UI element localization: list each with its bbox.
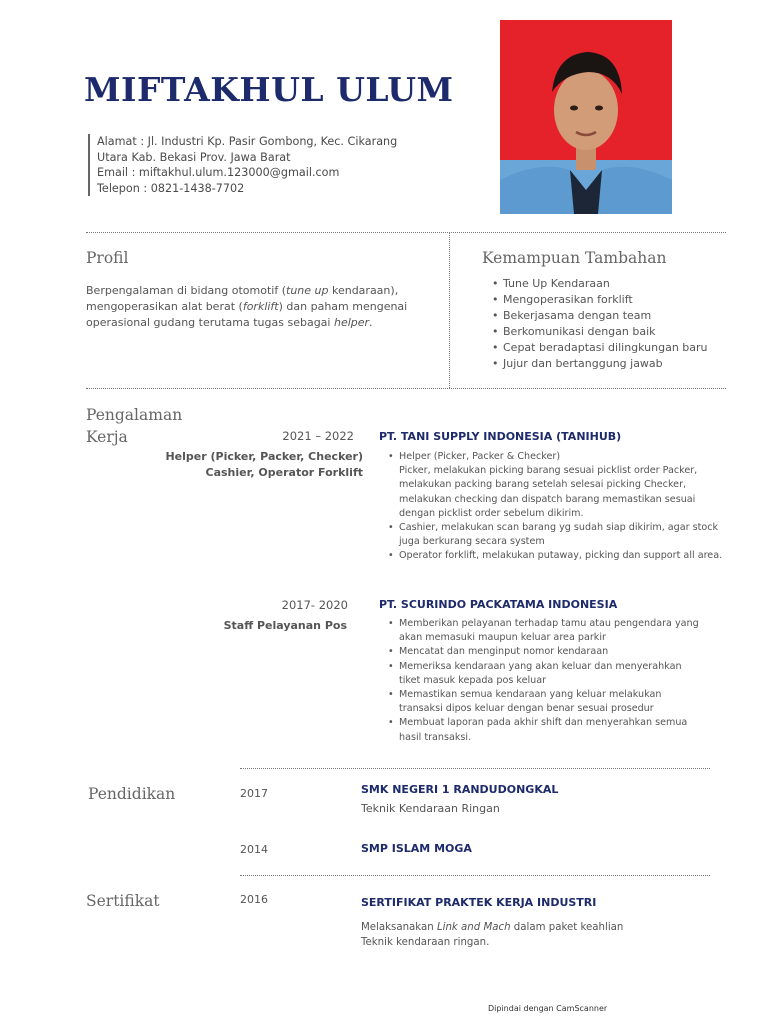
divider-profile xyxy=(86,388,726,389)
skill-item: • Berkomunikasi dengan baik xyxy=(489,324,759,340)
cert-description: Melaksanakan Link and Mach dalam paket keahlian Teknik kendaraan ringan. xyxy=(361,922,624,948)
contact-email: Email : miftakhul.ulum.123000@gmail.com xyxy=(97,166,340,179)
profile-photo xyxy=(500,20,672,214)
cert-title: SERTIFIKAT PRAKTEK KERJA INDUSTRI xyxy=(361,896,597,909)
duty-item: • Cashier, melakukan scan barang yg sudah siap dikirim, agar stock juga berkurang secara system xyxy=(385,521,725,549)
duty-item: • Operator forklift, melakukan putaway, picking dan support all area. xyxy=(385,549,725,563)
divider-education xyxy=(240,875,710,876)
job-role: Staff Pelayanan Pos xyxy=(223,619,347,632)
job-company: PT. TANI SUPPLY INDONESIA (TANIHUB) xyxy=(379,430,622,443)
pendidikan-heading: Pendidikan xyxy=(88,785,176,803)
skills-list xyxy=(489,276,759,372)
edu-major: Teknik Kendaraan Ringan xyxy=(361,802,500,815)
job-duties xyxy=(385,617,705,745)
scanner-watermark: Dipindai dengan CamScanner xyxy=(488,1004,608,1013)
duty-detail: Picker, melakukan picking barang sesuai picklist order Packer, melakukan packing barang setelah selesai picking Checker, melakukan checking dan dispatch barang memastikan sesuai dengan picklist order sebelum dikirim. xyxy=(399,465,698,519)
skill-item: • Mengoperasikan forklift xyxy=(489,292,759,308)
skill-item: • Bekerjasama dengan team xyxy=(489,308,759,324)
profil-text: Berpengalaman di bidang otomotif (tune up kendaraan), mengoperasikan alat berat (forklift) dan paham mengenai operasional gudang terutama tugas sebagai helper. xyxy=(86,284,408,329)
contact-address: Alamat : Jl. Industri Kp. Pasir Gombong, Kec. Cikarang xyxy=(97,135,398,148)
contact-phone: Telepon : 0821-1438-7702 xyxy=(97,181,245,195)
contact-block xyxy=(88,134,448,196)
divider-vertical xyxy=(449,232,450,388)
job-role: Helper (Picker, Packer, Checker) Cashier, Operator Forklift xyxy=(165,450,363,479)
sertifikat-heading: Sertifikat xyxy=(86,892,160,910)
edu-school: SMK NEGERI 1 RANDUDONGKAL xyxy=(361,783,559,796)
skill-item: • Jujur dan bertanggung jawab xyxy=(489,356,759,372)
skill-item: • Cepat beradaptasi dilingkungan baru xyxy=(489,340,759,356)
job-period: 2021 – 2022 xyxy=(282,429,354,443)
job-period: 2017- 2020 xyxy=(281,598,348,612)
divider-header xyxy=(86,232,726,233)
skill-item: • Tune Up Kendaraan xyxy=(489,276,759,292)
duty-item: • Helper (Picker, Packer & Checker) Picker, melakukan picking barang sesuai picklist order Packer, melakukan packing barang setelah selesai picking Checker, melakukan checking dan dispatch barang memastikan sesuai dengan picklist order sebelum dikirim. xyxy=(385,450,725,521)
duty-item: • Memastikan semua kendaraan yang keluar melakukan transaksi dipos keluar dengan benar sesuai prosedur xyxy=(385,688,705,716)
divider-experience xyxy=(240,768,710,769)
edu-year: 2017 xyxy=(240,787,268,800)
job-duties xyxy=(385,450,725,564)
job-company: PT. SCURINDO PACKATAMA INDONESIA xyxy=(379,598,618,611)
duty-item: • Membuat laporan pada akhir shift dan menyerahkan semua hasil transaksi. xyxy=(385,716,705,744)
kemampuan-heading: Kemampuan Tambahan xyxy=(482,249,667,267)
candidate-name: MIFTAKHUL ULUM xyxy=(84,70,454,109)
edu-school: SMP ISLAM MOGA xyxy=(361,842,472,855)
contact-address-cont: Utara Kab. Bekasi Prov. Jawa Barat xyxy=(97,150,291,164)
cert-year: 2016 xyxy=(240,893,268,906)
edu-year: 2014 xyxy=(240,843,268,856)
duty-item: • Memeriksa kendaraan yang akan keluar dan menyerahkan tiket masuk kepada pos keluar xyxy=(385,660,705,688)
duty-item: • Memberikan pelayanan terhadap tamu atau pengendara yang akan memasuki maupun keluar area parkir xyxy=(385,617,705,645)
duty-item: • Mencatat dan menginput nomor kendaraan xyxy=(385,645,705,659)
profil-heading: Profil xyxy=(86,249,129,267)
pengalaman-heading: Pengalaman Kerja xyxy=(86,406,183,446)
